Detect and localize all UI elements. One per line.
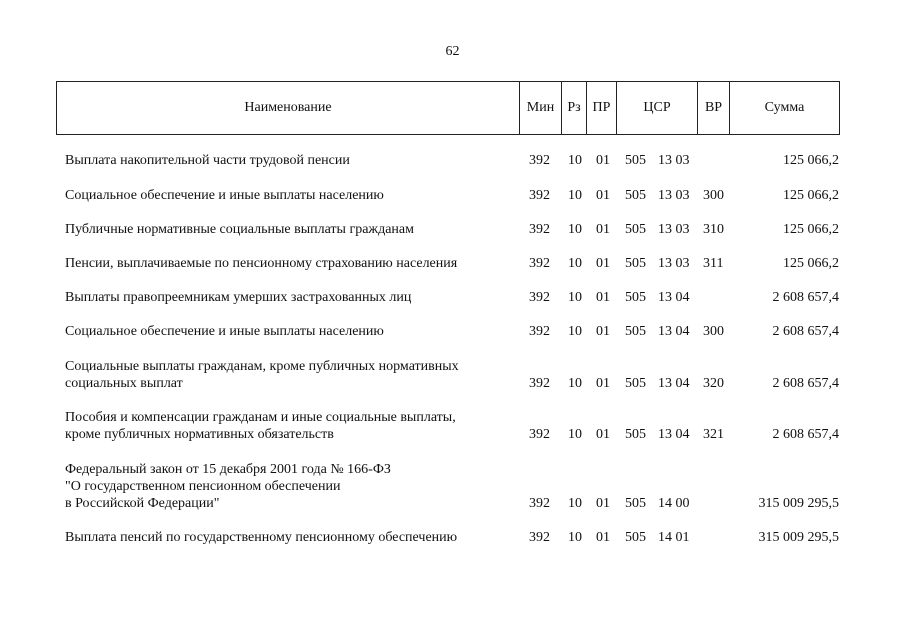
row-sum: 2 608 657,4 bbox=[772, 427, 839, 442]
row-min: 392 bbox=[529, 324, 550, 339]
row-rz: 10 bbox=[568, 290, 582, 305]
row-csr-sub: 13 04 bbox=[658, 324, 690, 339]
row-vr: 300 bbox=[703, 188, 724, 203]
row-name: Социальные выплаты гражданам, кроме публичных нормативных социальных выплат bbox=[65, 359, 459, 391]
row-name: Пенсии, выплачиваемые по пенсионному страхованию населения bbox=[65, 256, 458, 271]
row-min: 392 bbox=[529, 427, 550, 442]
row-vr: 320 bbox=[703, 376, 724, 391]
row-rz: 10 bbox=[568, 256, 582, 271]
row-rz: 10 bbox=[568, 376, 582, 391]
row-csr-main: 505 bbox=[625, 153, 646, 168]
row-pr: 01 bbox=[596, 427, 610, 442]
row-rz: 10 bbox=[568, 188, 582, 203]
row-sum: 315 009 295,5 bbox=[758, 530, 839, 545]
row-pr: 01 bbox=[596, 256, 610, 271]
row-csr-sub: 14 00 bbox=[658, 496, 690, 511]
row-pr: 01 bbox=[596, 222, 610, 237]
row-name: Пособия и компенсации гражданам и иные социальные выплаты, кроме публичных нормативных обязательств bbox=[65, 410, 456, 442]
row-pr: 01 bbox=[596, 290, 610, 305]
row-vr: 300 bbox=[703, 324, 724, 339]
row-rz: 10 bbox=[568, 153, 582, 168]
row-csr-sub: 13 03 bbox=[658, 153, 690, 168]
row-name: Выплата накопительной части трудовой пенсии bbox=[65, 153, 350, 168]
row-csr-sub: 13 04 bbox=[658, 427, 690, 442]
row-csr-sub: 13 03 bbox=[658, 256, 690, 271]
row-min: 392 bbox=[529, 290, 550, 305]
row-sum: 125 066,2 bbox=[783, 188, 839, 203]
header-rz: Рз bbox=[561, 82, 586, 134]
header-vr: ВР bbox=[697, 82, 729, 134]
row-name: Выплаты правопреемникам умерших застрахованных лиц bbox=[65, 290, 412, 305]
row-sum: 315 009 295,5 bbox=[758, 496, 839, 511]
row-min: 392 bbox=[529, 222, 550, 237]
row-min: 392 bbox=[529, 256, 550, 271]
row-min: 392 bbox=[529, 496, 550, 511]
row-pr: 01 bbox=[596, 153, 610, 168]
row-csr-sub: 13 03 bbox=[658, 188, 690, 203]
row-sum: 125 066,2 bbox=[783, 256, 839, 271]
row-name: Социальное обеспечение и иные выплаты населению bbox=[65, 324, 384, 339]
row-min: 392 bbox=[529, 188, 550, 203]
row-csr-sub: 13 04 bbox=[658, 290, 690, 305]
row-csr-main: 505 bbox=[625, 496, 646, 511]
row-csr-main: 505 bbox=[625, 324, 646, 339]
row-sum: 125 066,2 bbox=[783, 222, 839, 237]
row-csr-main: 505 bbox=[625, 376, 646, 391]
row-name: Выплата пенсий по государственному пенсионному обеспечению bbox=[65, 530, 458, 545]
row-pr: 01 bbox=[596, 188, 610, 203]
header-sum: Сумма bbox=[729, 82, 839, 134]
row-name: Публичные нормативные социальные выплаты гражданам bbox=[65, 222, 414, 237]
row-pr: 01 bbox=[596, 324, 610, 339]
header-csr: ЦСР bbox=[616, 82, 697, 134]
page-number: 62 bbox=[445, 44, 460, 59]
header-min: Мин bbox=[519, 82, 561, 134]
row-min: 392 bbox=[529, 530, 550, 545]
row-min: 392 bbox=[529, 376, 550, 391]
row-csr-sub: 13 04 bbox=[658, 376, 690, 391]
row-csr-main: 505 bbox=[625, 530, 646, 545]
row-csr-main: 505 bbox=[625, 427, 646, 442]
row-vr: 321 bbox=[703, 427, 724, 442]
row-pr: 01 bbox=[596, 496, 610, 511]
row-csr-main: 505 bbox=[625, 290, 646, 305]
row-sum: 2 608 657,4 bbox=[772, 376, 839, 391]
row-pr: 01 bbox=[596, 376, 610, 391]
row-sum: 125 066,2 bbox=[783, 153, 839, 168]
row-vr: 310 bbox=[703, 222, 724, 237]
row-sum: 2 608 657,4 bbox=[772, 290, 839, 305]
row-rz: 10 bbox=[568, 530, 582, 545]
row-name: Федеральный закон от 15 декабря 2001 года № 166-ФЗ "О государственном пенсионном обеспечении в Российской Федерации" bbox=[65, 462, 391, 511]
row-rz: 10 bbox=[568, 324, 582, 339]
row-rz: 10 bbox=[568, 427, 582, 442]
row-csr-sub: 13 03 bbox=[658, 222, 690, 237]
row-vr: 311 bbox=[703, 256, 724, 271]
row-csr-main: 505 bbox=[625, 188, 646, 203]
row-rz: 10 bbox=[568, 222, 582, 237]
row-rz: 10 bbox=[568, 496, 582, 511]
header-name: Наименование bbox=[244, 100, 332, 115]
header-pr: ПР bbox=[586, 82, 616, 134]
row-csr-sub: 14 01 bbox=[658, 530, 690, 545]
row-sum: 2 608 657,4 bbox=[772, 324, 839, 339]
row-name: Социальное обеспечение и иные выплаты населению bbox=[65, 188, 384, 203]
row-csr-main: 505 bbox=[625, 256, 646, 271]
row-min: 392 bbox=[529, 153, 550, 168]
table-header bbox=[56, 81, 840, 135]
row-csr-main: 505 bbox=[625, 222, 646, 237]
row-pr: 01 bbox=[596, 530, 610, 545]
